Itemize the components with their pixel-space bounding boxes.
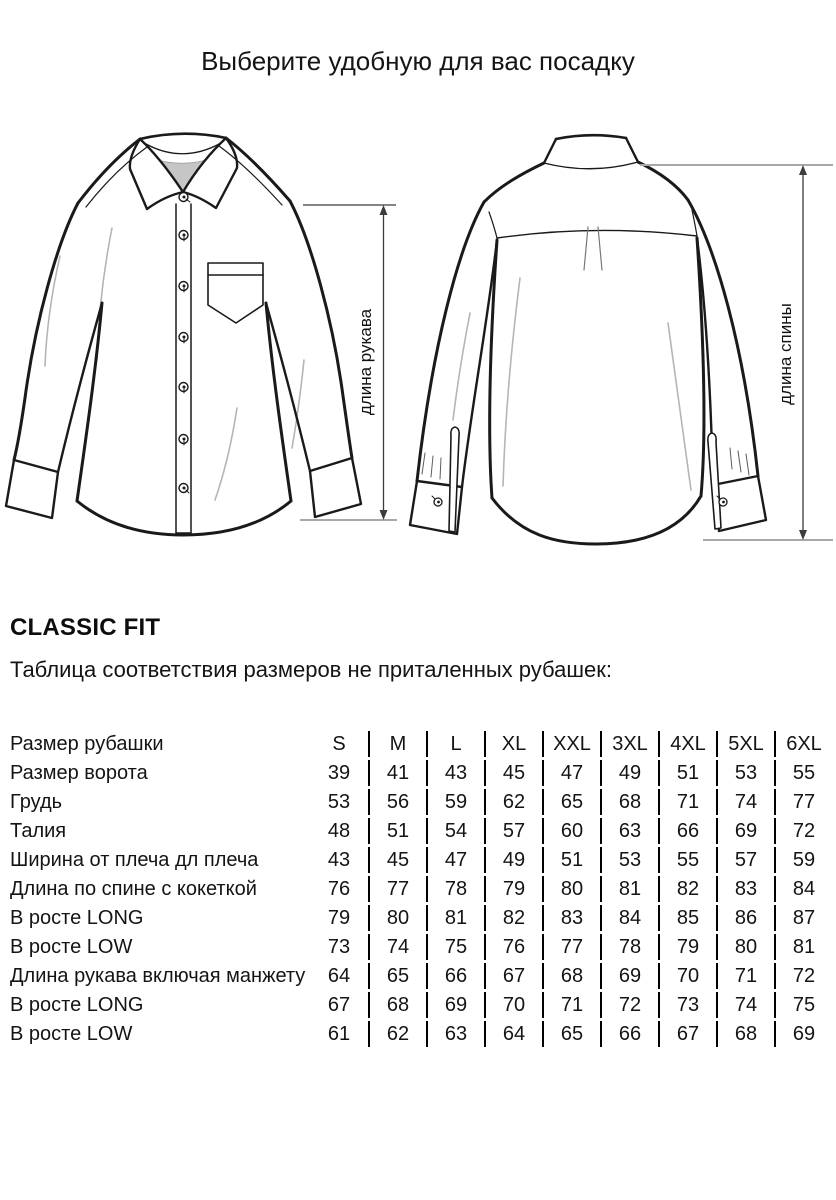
table-row [10, 905, 832, 931]
size-value-cell: 74 [368, 934, 426, 960]
size-value-cell: 43 [426, 760, 484, 786]
size-value-cell: 72 [774, 963, 832, 989]
size-value-cell: 71 [716, 963, 774, 989]
size-value-cell: 76 [327, 877, 351, 900]
table-row [10, 847, 832, 873]
size-value-cell: 48 [327, 819, 351, 842]
size-value-cell: 78 [600, 934, 658, 960]
size-value-cell: 55 [658, 847, 716, 873]
shirt-diagram-svg [0, 108, 836, 598]
back-collar-fill [544, 136, 638, 169]
front-left-cuff [6, 460, 58, 518]
size-value-cell: S [332, 732, 346, 755]
row-label: Ширина от плеча дл плеча [10, 848, 259, 871]
size-value-cell: 64 [484, 1021, 542, 1047]
front-left-side [77, 303, 102, 501]
table-header-row [10, 731, 832, 757]
size-value-cell: 74 [716, 992, 774, 1018]
size-value-cell: 62 [368, 1021, 426, 1047]
size-value-cell: 69 [426, 992, 484, 1018]
yoke-seam [497, 230, 697, 238]
front-right-sleeve-inner [266, 303, 310, 471]
size-value-cell: 71 [658, 789, 716, 815]
table-row [10, 789, 832, 815]
back-length-label: длина спины [776, 303, 795, 405]
size-value-cell: 69 [716, 818, 774, 844]
size-value-cell: 66 [600, 1021, 658, 1047]
size-value-cell: 85 [658, 905, 716, 931]
size-value-cell: 41 [368, 760, 426, 786]
table-row [10, 876, 832, 902]
size-value-cell: 45 [368, 847, 426, 873]
collar-top-edge [140, 134, 226, 139]
size-value-cell: 47 [542, 760, 600, 786]
front-right-side [266, 303, 291, 501]
back-right-side [697, 238, 704, 496]
table-row [10, 818, 832, 844]
size-value-cell: 67 [658, 1021, 716, 1047]
row-label: В росте LONG [10, 993, 144, 1016]
cuff-gather-lines [422, 448, 749, 479]
size-value-cell: 80 [716, 934, 774, 960]
size-value-cell: 78 [426, 876, 484, 902]
row-label: В росте LONG [10, 906, 144, 929]
front-left-sleeve-inner [58, 303, 102, 472]
back-left-shoulder [484, 163, 544, 202]
size-value-cell: 79 [327, 906, 351, 929]
size-value-cell: 68 [542, 963, 600, 989]
size-value-cell: 49 [600, 760, 658, 786]
size-value-cell: XL [484, 731, 542, 757]
size-value-cell: 65 [368, 963, 426, 989]
page-title: Выберите удобную для вас посадку [201, 46, 635, 76]
size-value-cell: 57 [716, 847, 774, 873]
size-value-cell: 53 [716, 760, 774, 786]
size-table [10, 728, 832, 1050]
back-hem [492, 496, 701, 544]
size-value-cell: 67 [484, 963, 542, 989]
size-value-cell: 68 [600, 789, 658, 815]
table-row [10, 992, 832, 1018]
size-value-cell: 69 [600, 963, 658, 989]
size-value-cell: 82 [658, 876, 716, 902]
size-value-cell: 49 [484, 847, 542, 873]
size-value-cell: 70 [484, 992, 542, 1018]
size-value-cell: 84 [774, 876, 832, 902]
size-value-cell: 83 [542, 905, 600, 931]
size-value-cell: 76 [484, 934, 542, 960]
size-value-cell: M [368, 731, 426, 757]
size-value-cell: 54 [426, 818, 484, 844]
back-right-shoulder [638, 162, 688, 200]
size-value-cell: XXL [542, 731, 600, 757]
size-value-cell: 56 [368, 789, 426, 815]
size-value-cell: 86 [716, 905, 774, 931]
size-value-cell: 81 [600, 876, 658, 902]
front-right-sleeve-outer [290, 201, 352, 458]
back-shirt-drawing [410, 135, 766, 544]
size-value-cell: 6XL [774, 731, 832, 757]
cuff-buttons [432, 496, 727, 506]
right-sleeve-placket [708, 433, 721, 529]
size-value-cell: 39 [327, 761, 351, 784]
size-value-cell: 67 [327, 993, 351, 1016]
size-value-cell: 81 [426, 905, 484, 931]
front-left-sleeve-outer [14, 203, 78, 460]
box-pleat-lines [584, 227, 602, 270]
size-value-cell: 75 [426, 934, 484, 960]
size-value-cell: 72 [774, 818, 832, 844]
size-value-cell: 66 [658, 818, 716, 844]
size-value-cell: 63 [600, 818, 658, 844]
size-value-cell: 53 [327, 790, 351, 813]
row-label: Длина рукава включая манжету [10, 964, 306, 987]
size-value-cell: 55 [774, 760, 832, 786]
size-value-cell: 80 [542, 876, 600, 902]
size-value-cell: 80 [368, 905, 426, 931]
size-value-cell: L [426, 731, 484, 757]
size-value-cell: 51 [658, 760, 716, 786]
size-value-cell: 75 [774, 992, 832, 1018]
yoke-left-armhole [489, 212, 497, 238]
size-value-cell: 4XL [658, 731, 716, 757]
size-value-cell: 65 [542, 789, 600, 815]
size-value-cell: 59 [774, 847, 832, 873]
front-buttons [179, 193, 190, 494]
size-value-cell: 82 [484, 905, 542, 931]
arrow-up-icon [380, 205, 388, 215]
size-value-cell: 60 [542, 818, 600, 844]
size-value-cell: 87 [774, 905, 832, 931]
size-value-cell: 64 [327, 964, 351, 987]
size-value-cell: 68 [368, 992, 426, 1018]
front-shirt-drawing [6, 134, 361, 535]
table-row [10, 760, 832, 786]
row-label: Талия [10, 819, 67, 842]
front-right-cuff [310, 458, 361, 517]
shirt-diagram [0, 108, 836, 598]
arrow-down-icon [799, 530, 807, 540]
collar-band-inner-line [146, 143, 221, 154]
size-value-cell: 57 [484, 818, 542, 844]
size-value-cell: 45 [484, 760, 542, 786]
table-row [10, 934, 832, 960]
size-value-cell: 61 [327, 1022, 351, 1045]
sleeve-length-label: длина рукава [356, 308, 375, 416]
table-row [10, 1021, 832, 1047]
size-value-cell: 79 [658, 934, 716, 960]
size-value-cell: 77 [542, 934, 600, 960]
size-value-cell: 51 [368, 818, 426, 844]
row-label: Грудь [10, 790, 63, 813]
size-value-cell: 3XL [600, 731, 658, 757]
front-hem [77, 501, 291, 535]
size-value-cell: 72 [600, 992, 658, 1018]
size-value-cell: 69 [774, 1021, 832, 1047]
size-value-cell: 73 [658, 992, 716, 1018]
size-value-cell: 53 [600, 847, 658, 873]
size-value-cell: 71 [542, 992, 600, 1018]
chest-pocket [208, 263, 263, 323]
size-value-cell: 43 [327, 848, 351, 871]
size-value-cell: 84 [600, 905, 658, 931]
row-label: В росте LOW [10, 1022, 133, 1045]
arrow-up-icon [799, 165, 807, 175]
size-value-cell: 68 [716, 1021, 774, 1047]
size-value-cell: 73 [327, 935, 351, 958]
size-value-cell: 65 [542, 1021, 600, 1047]
size-value-cell: 51 [542, 847, 600, 873]
size-value-cell: 74 [716, 789, 774, 815]
row-label: Размер рубашки [10, 732, 164, 755]
size-value-cell: 79 [484, 876, 542, 902]
row-label: Длина по спине с кокеткой [10, 877, 257, 900]
arrow-down-icon [380, 510, 388, 520]
size-value-cell: 47 [426, 847, 484, 873]
table-caption: Таблица соответствия размеров не приталенных рубашек: [10, 657, 612, 682]
size-value-cell: 81 [774, 934, 832, 960]
fit-heading: CLASSIC FIT [10, 614, 161, 641]
size-value-cell: 59 [426, 789, 484, 815]
size-value-cell: 62 [484, 789, 542, 815]
row-label: Размер ворота [10, 761, 148, 784]
size-value-cell: 77 [368, 876, 426, 902]
size-value-cell: 5XL [716, 731, 774, 757]
table-row [10, 963, 832, 989]
size-value-cell: 70 [658, 963, 716, 989]
size-value-cell: 66 [426, 963, 484, 989]
row-label: В росте LOW [10, 935, 133, 958]
size-value-cell: 83 [716, 876, 774, 902]
size-value-cell: 77 [774, 789, 832, 815]
size-value-cell: 63 [426, 1021, 484, 1047]
